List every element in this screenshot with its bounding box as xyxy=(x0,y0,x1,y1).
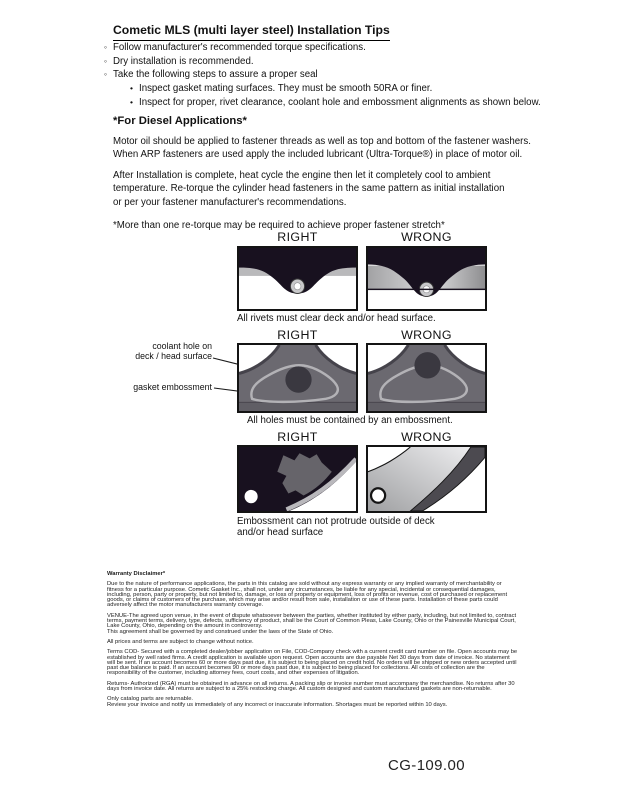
figure1-right-diagram xyxy=(239,248,356,309)
warranty-paragraph: Due to the nature of performance applications, the parts in this catalog are sold without any express warranty or any implied warranty of merchantability or fitness for a particular purpose. Cometic Gasket Inc., shall not, under any circumstances, be liable for any special, incidental or consequential damages, including, person, party or property, but not limited to, damage, or loss of property or equipment, loss of profits or revenue, cost of purchased or replacement goods, or claims of customers of the purchase, which may arise and/or result from sale, installation or use of these parts. Installation of these parts could adversely affect the motor manufacturers warranty coverage. xyxy=(107,581,508,609)
warranty-paragraph: All prices and terms are subject to change without notice. xyxy=(107,638,254,645)
warranty-paragraph: Returns- Authorized (RGA) must be obtained in advance on all returns. A packing slip or invoice number must accompany the merchandise. No returns after 30 days from invoice date. All returns are subject to a 25% restocking charge. All custom designed and custom manufactured gaskets are non-returnable. xyxy=(107,680,515,693)
list-item xyxy=(104,68,541,82)
warranty-paragraph: This agreement shall be governed by and construed under the laws of the State of Ohio. xyxy=(107,628,334,635)
paragraph xyxy=(113,135,531,162)
section-heading: *For Diesel Applications* xyxy=(113,115,247,127)
figure2-wrong-diagram xyxy=(368,345,485,411)
warranty-paragraph: Terms COD- Secured with a completed dealer/jobber application on File, COD-Company check with a current credit card number on file. Open accounts may be established by well rated firms. A credit application is available upon request. Open accounts are due payable Net 30 days from date of invoice. No statement will be sent. If an account becomes 60 or more days past due, it is subject to being placed on credit hold. No orders will be shipped or new orders accepted until past due balance is paid. If an account becomes 90 or more days past due, it is subject to being placed for collections. All costs of collection are the responsibility of the customer, including attorney fees, court costs, and other expenses of litigation. xyxy=(107,649,518,677)
installation-tips-list xyxy=(104,41,541,110)
figure1-caption: All rivets must clear deck and/or head surface. xyxy=(237,313,436,324)
figure3-right-panel xyxy=(237,445,358,513)
list-item xyxy=(104,41,541,55)
figure1-wrong-diagram xyxy=(368,248,485,309)
bullet-marker: ◦ xyxy=(104,69,108,80)
bolt-hole-icon xyxy=(245,490,258,503)
callout-line: deck / head surface xyxy=(135,350,212,361)
figure2-wrong-label: WRONG xyxy=(401,328,452,342)
paragraph-line: When ARP fasteners are used apply the included lubricant (Ultra-Torque®) in place of motor oil. xyxy=(113,149,523,161)
bullet-marker: ◦ xyxy=(104,42,108,52)
figure3-wrong-label: WRONG xyxy=(401,430,452,444)
callout-line: gasket embossment xyxy=(133,382,212,392)
figure1-wrong-label: WRONG xyxy=(401,230,452,244)
list-item xyxy=(104,55,541,69)
list-item-text: Dry installation is recommended. xyxy=(113,55,254,67)
figure3-right-label: RIGHT xyxy=(277,430,318,444)
paragraph-line: or per your fastener manufacturer's recommendations. xyxy=(113,196,347,208)
list-item-text: Take the following steps to assure a proper seal xyxy=(113,69,318,81)
figure1-right-panel xyxy=(237,246,358,311)
retorque-note: *More than one re-torque may be required to achieve proper fastener stretch* xyxy=(113,219,445,231)
coolant-hole-icon xyxy=(285,366,311,392)
figure3-wrong-diagram xyxy=(368,447,485,511)
list-item-text: Inspect gasket mating surfaces. They must be smooth 50RA or finer. xyxy=(139,83,433,95)
diesel-applications-section xyxy=(113,115,531,232)
list-item-text: Inspect for proper, rivet clearance, coolant hole and embossment alignments as shown below. xyxy=(139,96,541,108)
callout-gasket-embossment xyxy=(96,383,212,393)
warranty-disclaimer xyxy=(107,572,519,713)
list-item-text: Follow manufacturer's recommended torque specifications. xyxy=(113,42,366,53)
bolt-hole-icon xyxy=(371,488,385,502)
figure2-right-diagram xyxy=(239,345,356,411)
page-code: CG-109.00 xyxy=(388,757,465,774)
figure3-caption: Embossment can not protrude outside of deck and/or head surface xyxy=(237,516,435,539)
paragraph-line: After Installation is complete, heat cycle the engine then let it completely cool to ambient xyxy=(113,169,491,181)
figure2-right-panel xyxy=(237,343,358,413)
figure1-right-label: RIGHT xyxy=(277,230,318,244)
bullet-marker: • xyxy=(130,96,133,107)
warranty-paragraph: Review your invoice and notify us immediately of any incorrect or inaccurate information. Shortages must be reported within 10 days. xyxy=(107,701,448,708)
paragraph xyxy=(113,169,531,210)
figure2-wrong-panel xyxy=(366,343,487,413)
warranty-paragraph: Only catalog parts are returnable. xyxy=(107,696,194,703)
callout-coolant-hole xyxy=(96,342,212,362)
paragraph-line: temperature. Re-torque the cylinder head fasteners in the same pattern as initial installation xyxy=(113,183,505,195)
warranty-heading: Warranty Disclaimer* xyxy=(107,571,166,577)
figure3-right-diagram xyxy=(239,447,356,511)
list-item xyxy=(104,82,541,96)
figure2-right-label: RIGHT xyxy=(277,328,318,342)
list-item xyxy=(104,96,541,110)
bullet-marker: • xyxy=(130,83,133,94)
figure3-wrong-panel xyxy=(366,445,487,513)
callout-line: coolant hole on xyxy=(152,341,212,351)
coolant-hole-icon xyxy=(414,352,440,378)
figure2-caption: All holes must be contained by an embossment. xyxy=(247,415,453,426)
page-title: Cometic MLS (multi layer steel) Installation Tips xyxy=(113,23,390,41)
bullet-marker: ◦ xyxy=(104,55,108,66)
warranty-paragraph: VENUE-The agreed upon venue, in the event of dispute whatsoever between the parties, whether instituted by either party, including, but not limited to, contract terms, payment terms, delivery, type, defects, sufficiency of product, shall be the Court of Common Pleas, Lake County, Ohio or the Painesville Municipal Court, Lake County, Ohio, depending on the amount in controversy. xyxy=(107,612,517,630)
paragraph-line: Motor oil should be applied to fastener threads as well as top and bottom of the fastener washers. xyxy=(113,135,531,147)
figure1-wrong-panel xyxy=(366,246,487,311)
